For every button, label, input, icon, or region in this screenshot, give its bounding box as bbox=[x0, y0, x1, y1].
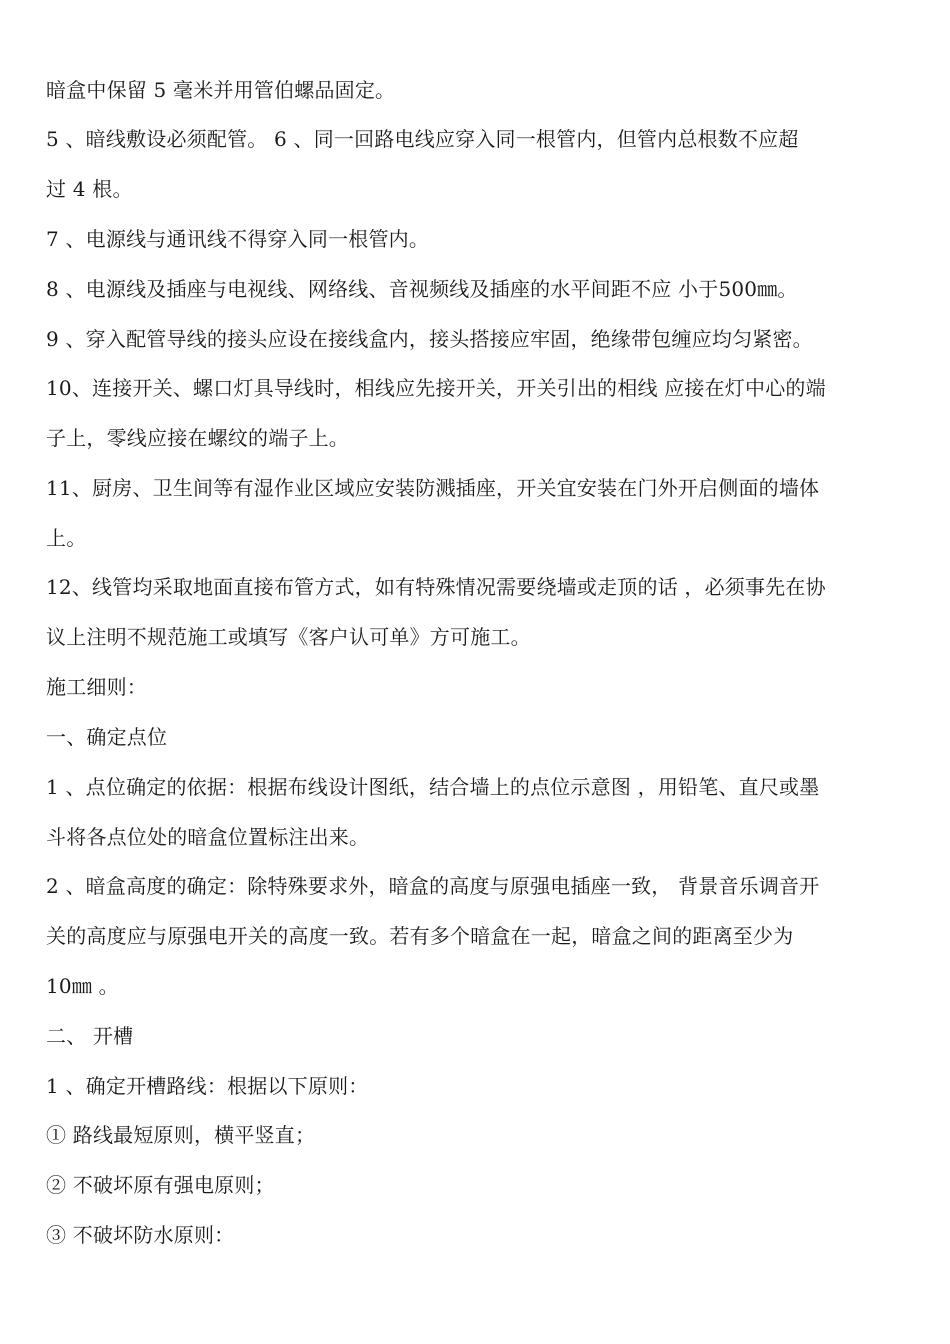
text-line: 12、线管均采取地面直接布管方式，如有特殊情况需要绕墙或走顶的话 ，必须事先在协 bbox=[46, 575, 826, 599]
text-line: 关的高度应与原强电开关的高度一致。若有多个暗盒在一起，暗盒之间的距离至少为 bbox=[46, 924, 794, 948]
text-line: 5 、暗线敷设必须配管。 6 、同一回路电线应穿入同一根管内，但管内总根数不应超 bbox=[46, 127, 799, 151]
section-heading: 施工细则： bbox=[46, 675, 147, 699]
text-line: 过 4 根。 bbox=[46, 177, 133, 201]
list-item: ① 路线最短原则，横平竖直； bbox=[46, 1123, 316, 1147]
text-line: 斗将各点位处的暗盒位置标注出来。 bbox=[46, 825, 370, 849]
text-line: 2 、暗盒高度的确定：除特殊要求外，暗盒的高度与原强电插座一致， 背景音乐调音开 bbox=[46, 874, 820, 898]
text-line: 上。 bbox=[46, 526, 87, 550]
section-heading: 一、确定点位 bbox=[46, 725, 168, 749]
section-heading: 二、 开槽 bbox=[46, 1024, 134, 1048]
text-line: 8 、电源线及插座与电视线、网络线、音视频线及插座的水平间距不应 小于500㎜。 bbox=[46, 277, 798, 301]
text-line: 10㎜ 。 bbox=[46, 974, 119, 998]
text-line: 11、厨房、卫生间等有湿作业区域应安装防溅插座，开关宜安装在门外开启侧面的墙体 bbox=[46, 476, 820, 500]
text-line: 1 、点位确定的依据：根据布线设计图纸，结合墙上的点位示意图 ，用铅笔、直尺或墨 bbox=[46, 775, 820, 799]
text-line: 9 、穿入配管导线的接头应设在接线盒内，接头搭接应牢固，绝缘带包缠应均匀紧密。 bbox=[46, 327, 813, 351]
text-line: 1 、确定开槽路线：根据以下原则： bbox=[46, 1074, 369, 1098]
list-item: ③ 不破坏防水原则： bbox=[46, 1223, 235, 1247]
text-line: 议上注明不规范施工或填写《客户认可单》方可施工。 bbox=[46, 625, 531, 649]
text-line: 暗盒中保留 5 毫米并用管伯螺品固定。 bbox=[46, 78, 396, 102]
list-item: ② 不破坏原有强电原则； bbox=[46, 1173, 275, 1197]
text-line: 10、连接开关、螺口灯具导线时，相线应先接开关，开关引出的相线 应接在灯中心的端 bbox=[46, 376, 826, 400]
text-line: 7 、电源线与通讯线不得穿入同一根管内。 bbox=[46, 227, 430, 251]
text-line: 子上，零线应接在螺纹的端子上。 bbox=[46, 426, 349, 450]
